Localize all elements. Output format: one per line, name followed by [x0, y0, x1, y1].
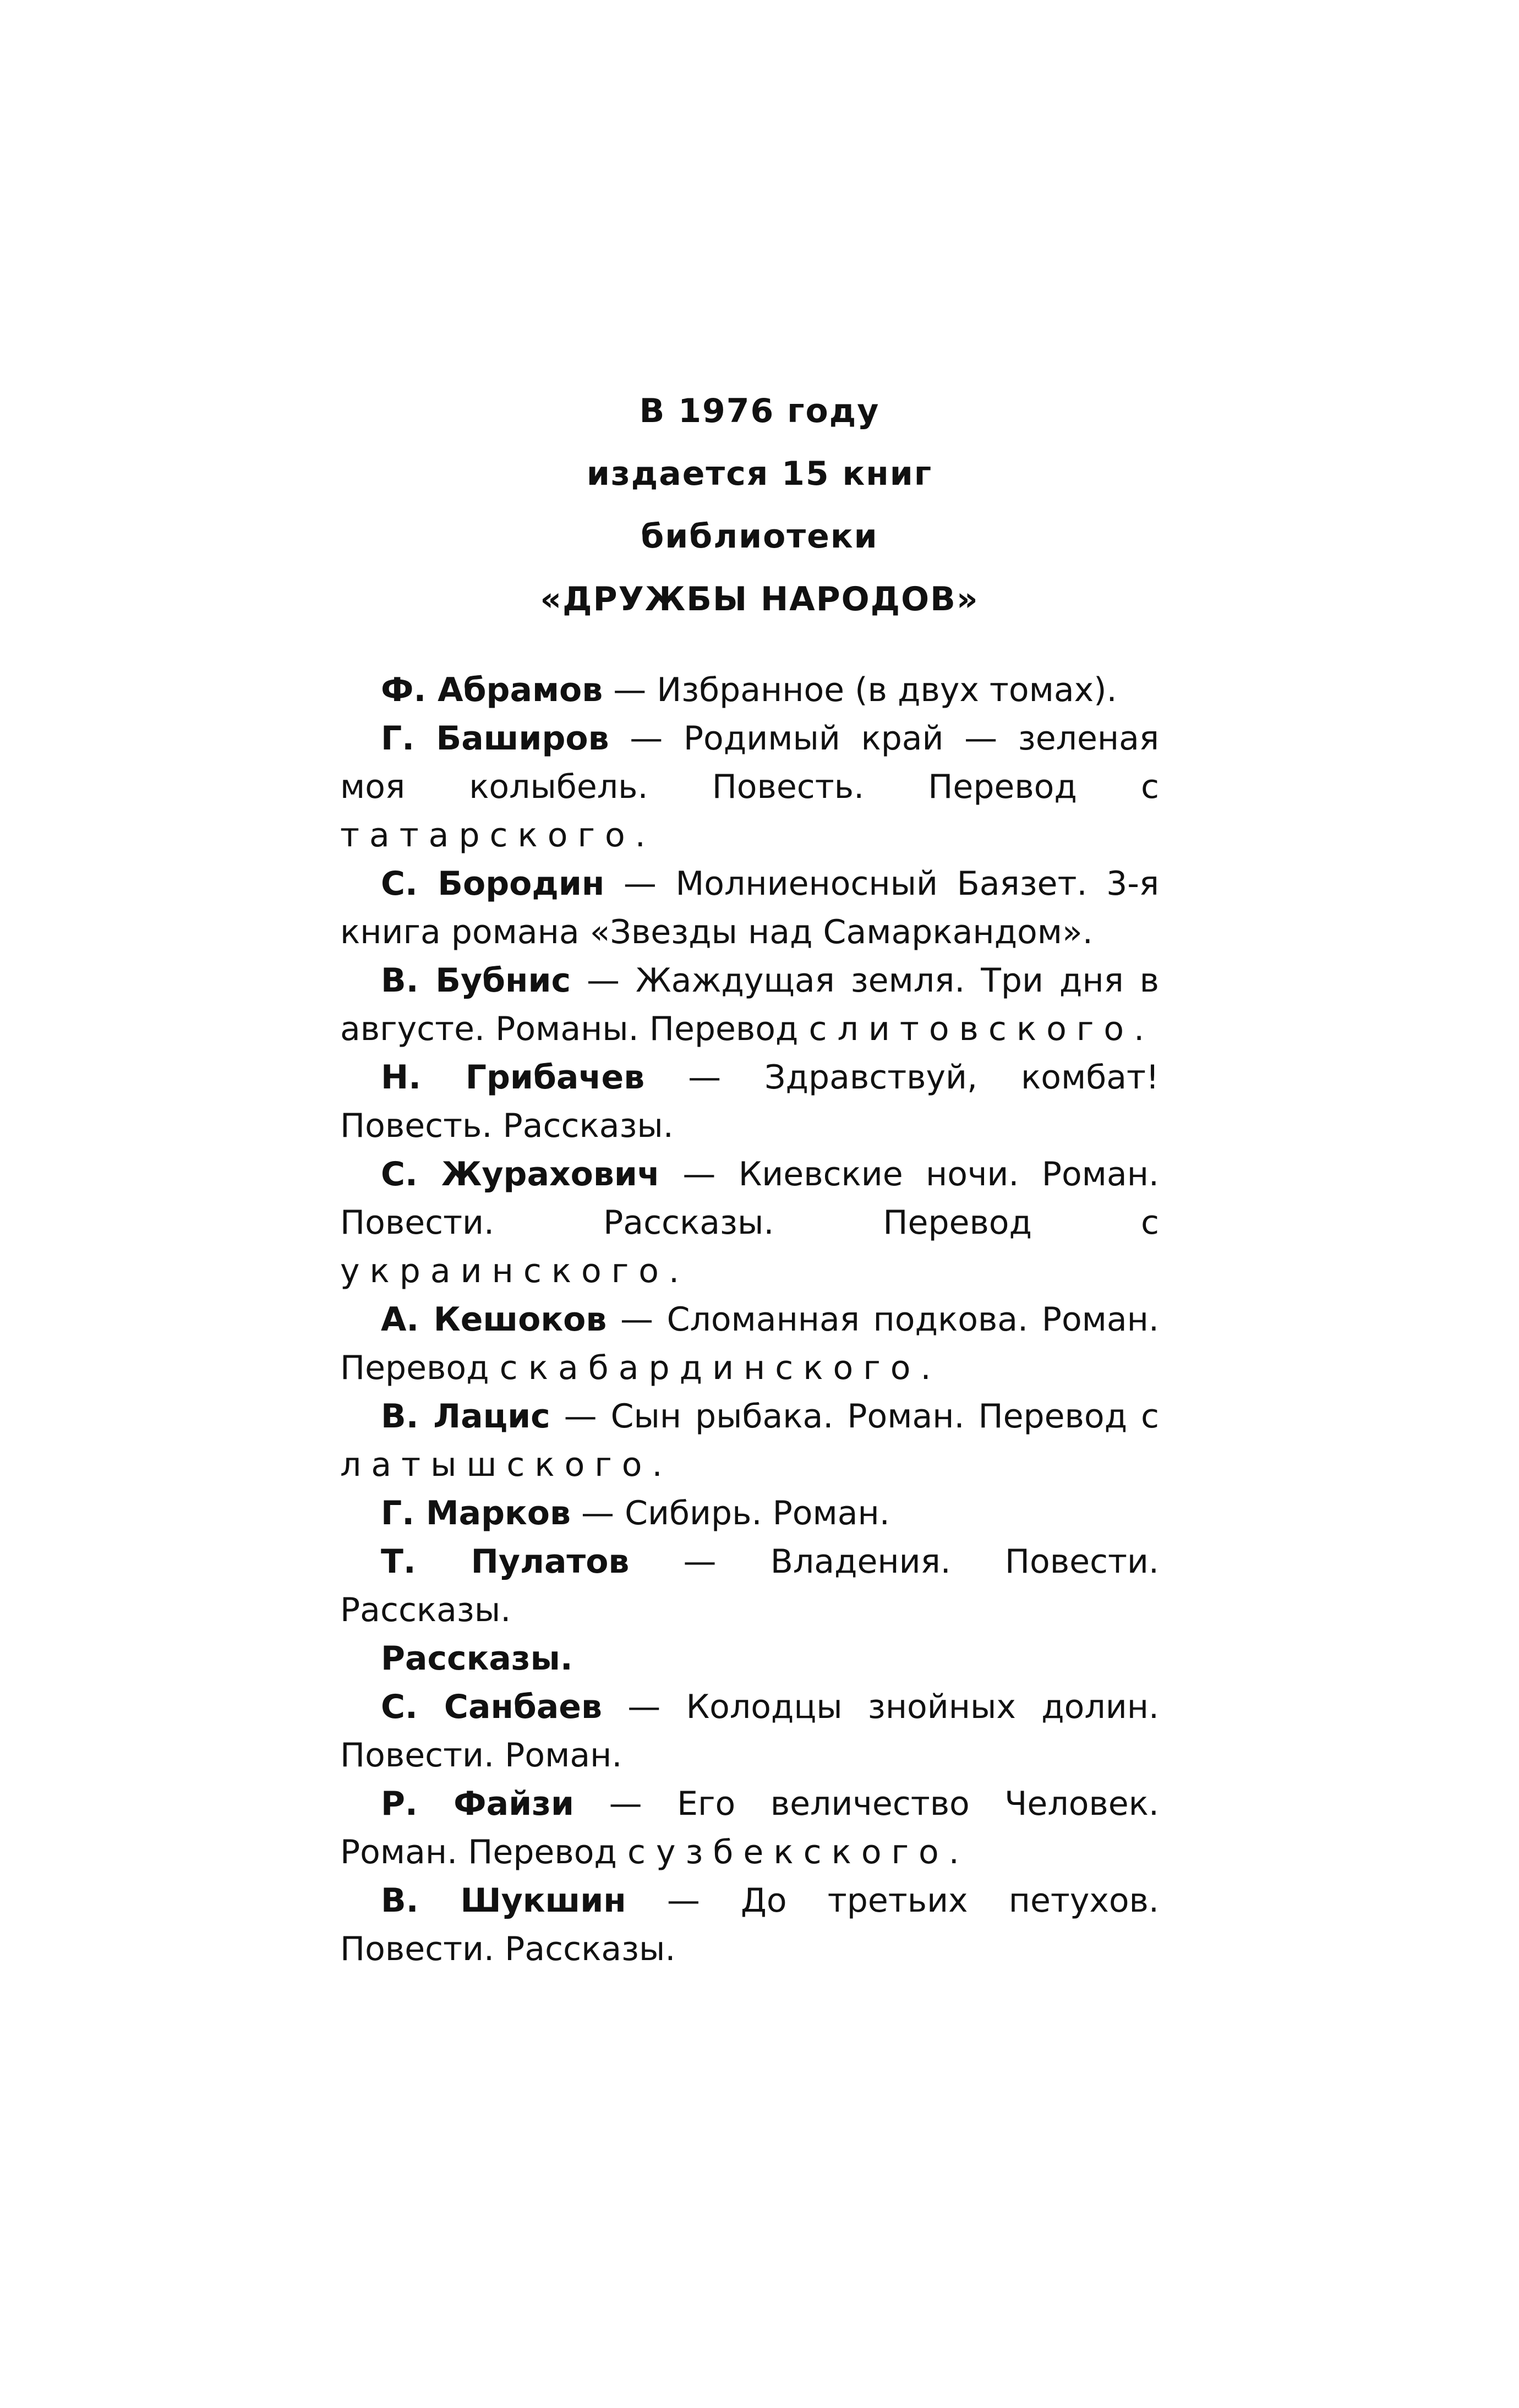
- author-name: В. Шукшин: [381, 1881, 626, 1920]
- separator: —: [574, 1785, 677, 1823]
- author-name: С. Бородин: [381, 864, 605, 903]
- book-description: Жаждущая земля. Три дня в августе. Романы. Перевод с: [340, 961, 1159, 1048]
- separator: —: [644, 1058, 765, 1097]
- separator: —: [571, 961, 636, 1000]
- book-entry: [340, 956, 1159, 1053]
- book-description: Молниеносный Баязет. 3-я книга романа «Звезды над Самаркандом».: [340, 864, 1159, 951]
- author-name: В. Лацис: [381, 1397, 550, 1436]
- separator: —: [629, 1542, 771, 1581]
- separator: —: [626, 1881, 741, 1920]
- book-entry: [340, 1392, 1159, 1489]
- book-entry: [340, 1150, 1159, 1295]
- separator: —: [570, 1494, 625, 1533]
- source-language: литовского: [837, 1010, 1134, 1048]
- author-name: А. Кешоков: [381, 1300, 607, 1339]
- book-description: Избранное (в двух томах).: [657, 671, 1117, 709]
- book-entry: [340, 714, 1159, 860]
- source-language: кабардинского: [528, 1349, 921, 1387]
- separator: —: [609, 719, 684, 758]
- book-entry: [340, 860, 1159, 956]
- entry-tail: .: [948, 1833, 959, 1871]
- entry-tail: .: [669, 1252, 680, 1290]
- separator: —: [604, 864, 676, 903]
- separator: —: [602, 1688, 686, 1726]
- book-description: Родимый край — зеленая моя колыбель. Повесть. Перевод с: [340, 719, 1159, 806]
- header-line-series: «ДРУЖБЫ НАРОДОВ»: [540, 580, 979, 619]
- separator: —: [606, 1300, 667, 1339]
- book-entry: [340, 666, 1159, 714]
- announcement-header: [0, 380, 1519, 631]
- book-entry: [340, 1634, 1159, 1683]
- book-entry: [340, 1683, 1159, 1780]
- source-language: татарского: [340, 816, 635, 855]
- book-list: [340, 666, 1159, 1973]
- entry-tail: .: [920, 1349, 931, 1387]
- source-language: латышского: [340, 1446, 652, 1484]
- book-description: До третьих петухов. Повести. Рассказы.: [340, 1881, 1159, 1968]
- author-name: Г. Баширов: [381, 719, 609, 758]
- book-description: Сломанная подкова. Роман. Перевод с: [340, 1300, 1159, 1387]
- author-name: Рассказы.: [381, 1639, 573, 1678]
- book-entry: [340, 1489, 1159, 1537]
- book-description: Его величество Человек. Роман. Перевод с: [340, 1785, 1159, 1871]
- author-name: Н. Грибачев: [381, 1058, 645, 1097]
- author-name: Ф. Абрамов: [381, 671, 603, 709]
- separator: —: [603, 671, 657, 709]
- entry-tail: .: [652, 1446, 663, 1484]
- author-name: С. Журахович: [381, 1155, 660, 1194]
- header-line-count: издается 15 книг: [586, 455, 933, 493]
- book-entry: [340, 1295, 1159, 1392]
- book-entry: [340, 1053, 1159, 1150]
- author-name: Г. Марков: [381, 1494, 571, 1533]
- header-line-library: библиотеки: [641, 517, 878, 556]
- author-name: Р. Файзи: [381, 1785, 575, 1823]
- book-entry: [340, 1780, 1159, 1876]
- book-description: Владения. Повести. Рассказы.: [340, 1542, 1159, 1629]
- source-language: узбекского: [656, 1833, 949, 1871]
- separator: —: [550, 1397, 611, 1436]
- entry-tail: .: [1134, 1010, 1145, 1048]
- book-description: Сын рыбака. Роман. Перевод с: [610, 1397, 1159, 1436]
- book-entry: [340, 1876, 1159, 1973]
- author-name: В. Бубнис: [381, 961, 571, 1000]
- book-description: Киевские ночи. Роман. Повести. Рассказы. Перевод с: [340, 1155, 1159, 1242]
- book-description: Сибирь. Роман.: [625, 1494, 890, 1533]
- author-name: Т. Пулатов: [381, 1542, 630, 1581]
- book-description: Здравствуй, комбат! Повесть. Рассказы.: [340, 1058, 1159, 1145]
- book-entry: [340, 1537, 1159, 1634]
- author-name: С. Санбаев: [381, 1688, 602, 1726]
- source-language: украинского: [340, 1252, 669, 1290]
- separator: —: [660, 1155, 739, 1194]
- book-description: Колодцы знойных долин. Повести. Роман.: [340, 1688, 1159, 1775]
- entry-tail: .: [635, 816, 646, 855]
- header-line-year: В 1976 году: [639, 392, 880, 430]
